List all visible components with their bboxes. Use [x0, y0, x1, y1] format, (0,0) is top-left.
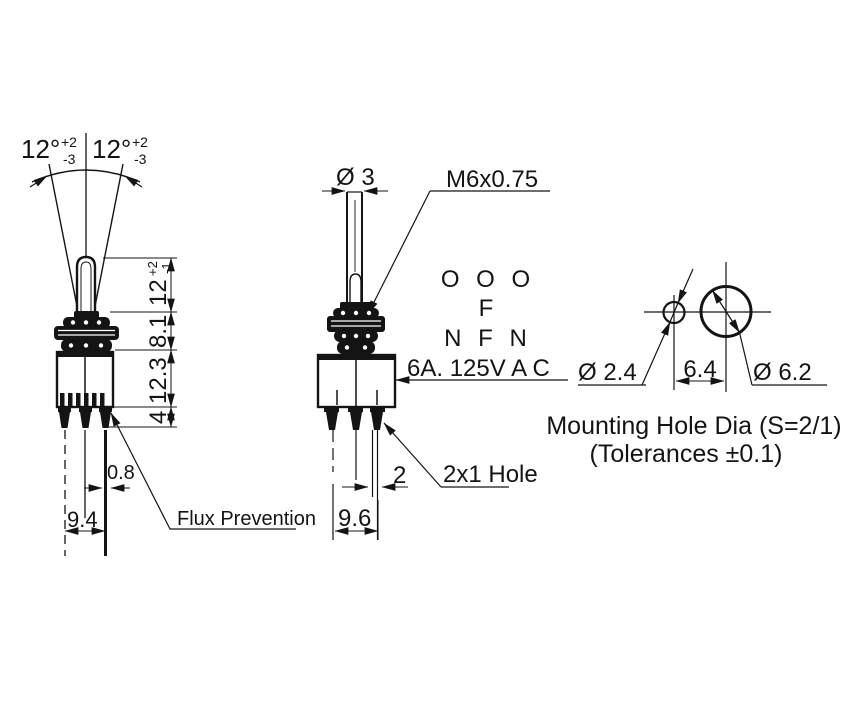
- toggle-lever: [77, 257, 95, 313]
- shaft-dia-label: Ø 3: [336, 164, 375, 191]
- angle-right-tol-plus: +2: [132, 134, 148, 150]
- thread-spec-label: M6x0.75: [446, 166, 539, 193]
- contact-code-row1: O O O: [440, 266, 536, 293]
- hole-pitch-label: 6.4: [683, 356, 717, 383]
- angle-left-value: 12°: [21, 134, 61, 164]
- mounting-view-title: Mounting Hole Dia (S=2/1): [546, 412, 842, 440]
- front-body: [318, 355, 395, 407]
- dim-pin-shoulder: 4: [145, 410, 172, 424]
- dim-pin-span: 9.6: [338, 505, 372, 532]
- angle-left-tol-minus: -3: [63, 151, 76, 167]
- mounting-view-labels: [546, 356, 841, 468]
- small-hole-dia-label: Ø 2.4: [578, 359, 637, 386]
- dim-body-height: 12.3: [145, 357, 172, 404]
- rating-label: 6A. 125V A C: [407, 355, 550, 382]
- dim-lever-height: 12: [145, 279, 172, 306]
- terminal-leads: [65, 430, 106, 556]
- dim-lever-tol-minus: -1: [159, 262, 174, 274]
- lever-shaft: [347, 192, 362, 312]
- terminal-pins: [58, 407, 112, 428]
- thread-leader: [368, 191, 550, 314]
- bushing-nut: [54, 311, 119, 352]
- flux-prevention-label: Flux Prevention: [177, 508, 316, 530]
- dim-lever-tol-plus: +2: [145, 261, 160, 276]
- contact-code-row3: N F N: [444, 325, 532, 352]
- angle-left-tol-plus: +2: [61, 134, 77, 150]
- dim-pin-thickness: 0.8: [107, 462, 135, 484]
- dim-hole-pitch: 2: [393, 462, 407, 489]
- large-hole-dia-label: Ø 6.2: [753, 359, 812, 386]
- terminal-hole-label: 2x1 Hole: [443, 461, 538, 488]
- contact-code-row2: F: [478, 295, 494, 322]
- switch-body: [57, 352, 113, 407]
- front-terminal-pins: [324, 407, 385, 430]
- dim-body-width: 9.4: [67, 507, 98, 532]
- mounting-view-subtitle: (Tolerances ±0.1): [589, 440, 783, 468]
- dim-bushing-height: 8.1: [145, 314, 172, 348]
- angle-right-tol-minus: -3: [134, 151, 147, 167]
- front-bushing: [327, 302, 385, 354]
- angle-right-value: 12°: [92, 134, 132, 164]
